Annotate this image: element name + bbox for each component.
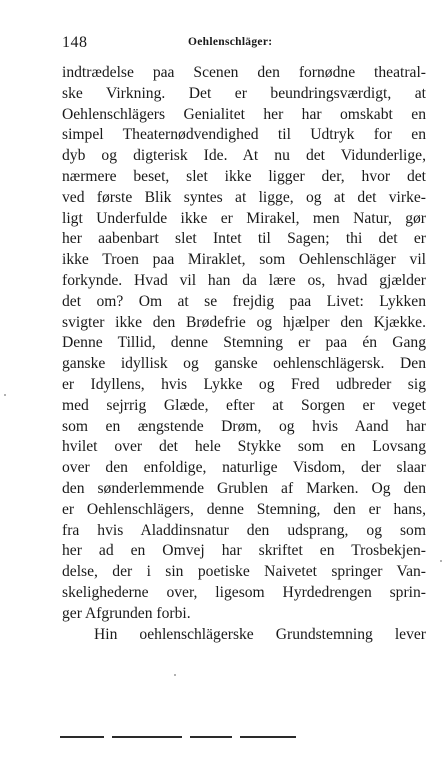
text-line: det om? Om at se frejdig paa Livet: Lykken <box>62 292 426 310</box>
paper-speck <box>440 560 442 562</box>
text-line: delse, der i sin poetiske Naivetet springer Van- <box>62 563 426 581</box>
text-line: her ad en Omvej har skriftet en Trosbekjen- <box>62 542 426 560</box>
page-number: 148 <box>62 34 88 51</box>
text-line: Denne Tillid, denne Stemning er paa én Gang <box>62 334 426 352</box>
text-line: skelighederne over, ligesom Hyrdedrengen sprin- <box>62 583 426 601</box>
text-line: hvilet over det hele Stykke som en Lovsang <box>62 438 426 456</box>
text-line: ved første Blik syntes at ligge, og at det virke- <box>62 188 426 206</box>
text-line: her aabenbart slet Intet til Sagen; thi det er <box>62 230 426 248</box>
page-header <box>62 34 422 56</box>
rule-segment <box>240 736 296 738</box>
rule-segment <box>60 736 104 738</box>
text-line: over den enfoldige, naturlige Visdom, der slaar <box>62 459 426 477</box>
text-line: simpel Theaternødvendighed til Udtryk for en <box>62 126 426 144</box>
text-line: ikke Troen paa Miraklet, som Oehlenschläger vil <box>62 251 426 269</box>
rule-segment <box>112 736 182 738</box>
text-line: ligt Underfulde ikke er Mirakel, men Natur, gør <box>62 209 426 227</box>
text-line: svigter ikke den Brødefrie og hjælper den Kjække. <box>62 313 426 331</box>
text-line: med sejrrig Glæde, efter at Sorgen er veget <box>62 396 426 414</box>
text-line: som en ængstende Drøm, og hvis Aand har <box>62 417 426 435</box>
footer-rule <box>60 736 300 738</box>
body-text <box>62 63 426 645</box>
text-line: er Idyllens, hvis Lykke og Fred udbreder sig <box>62 375 426 393</box>
text-line: den sønderlemmende Grublen af Marken. Og den <box>62 479 426 497</box>
text-line: fra hvis Aladdinsnatur den udsprang, og som <box>62 521 426 539</box>
paper-speck <box>4 394 6 396</box>
paragraph-start-line: Hin oehlenschlägerske Grundstemning lever <box>94 625 426 643</box>
text-line: er Oehlenschlägers, denne Stemning, den er hans, <box>62 500 426 518</box>
rule-segment <box>190 736 232 738</box>
text-line: forkynde. Hvad vil han da lære os, hvad gjælder <box>62 271 426 289</box>
text-line: ganske idyllisk og ganske oehlenschlägersk. Den <box>62 355 426 373</box>
paragraph-end-line: ger Afgrunden forbi. <box>62 604 191 622</box>
text-line: dyb og digterisk Ide. At nu det Vidunderlige, <box>62 147 426 165</box>
running-head: Oehlenschläger: <box>188 36 273 48</box>
paper-speck <box>174 674 176 676</box>
text-line: indtrædelse paa Scenen den fornødne theatral- <box>62 64 426 81</box>
text-line: ske Virkning. Det er beundringsværdigt, at <box>62 84 426 102</box>
text-line: nærmere beset, slet ikke ligger der, hvor det <box>62 167 426 185</box>
text-line: Oehlenschlägers Genialitet her har omskabt en <box>62 105 426 123</box>
